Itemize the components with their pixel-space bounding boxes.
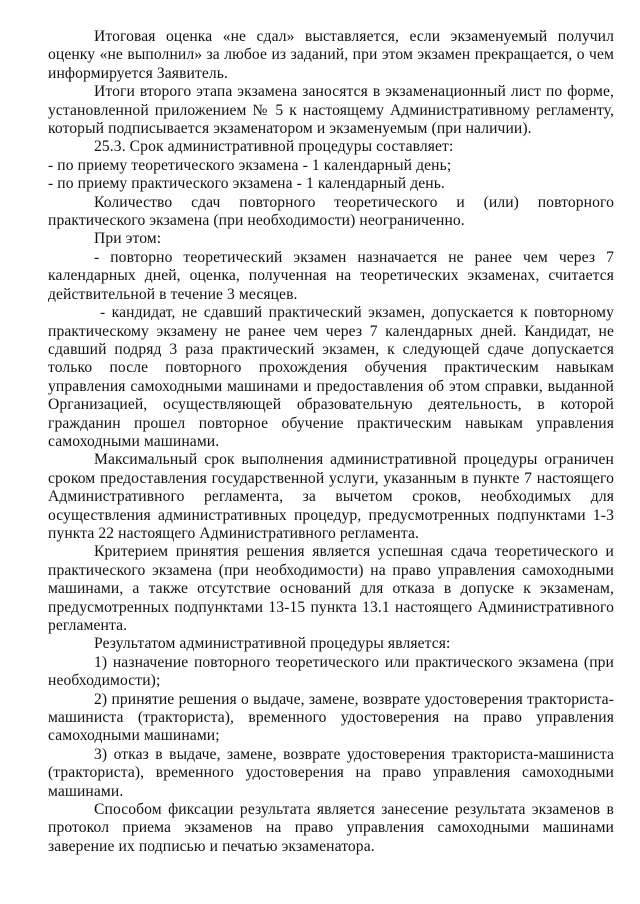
paragraph-theory-retake: - повторно теоретический экзамен назначается не ранее чем через 7 календарных дней, оценка, полученная на теоретических экзаменах, считается действительной в течение 3 месяцев. [48, 248, 614, 303]
paragraph-result-item-3: 3) отказ в выдаче, замене, возврате удостоверения тракториста-машиниста (тракториста), временного удостоверения на право управления самоходными машинами. [48, 745, 614, 800]
paragraph-practice-retake: - кандидат, не сдавший практический экзамен, допускается к повторному практическому экзамену не ранее чем через 7 календарных дней. Кандидат, не сдавший подряд 3 раза практический экзамен, к следующей сдаче допускается только после повторного прохождения обучения практическим навыкам управления самоходными машинами и предоставления об этом справки, выданной Организацией, осуществляющей образовательную деятельность, в которой гражданин прошел повторное обучение практическим навыкам управления самоходными машинами. [48, 304, 614, 450]
paragraph-result-item-1: 1) назначение повторного теоретического или практического экзамена (при необходимости); [48, 653, 614, 690]
paragraph-result-heading: Результатом административной процедуры является: [94, 635, 451, 653]
paragraph-final-grade: Итоговая оценка «не сдал» выставляется, если экзаменуемый получил оценку «не выполнил» за любое из заданий, при этом экзамен прекращается, о чем информируется Заявитель. [48, 28, 614, 82]
paragraph-practice-term: - по приему практического экзамена - 1 календарный день. [48, 175, 445, 193]
document-body [48, 28, 614, 856]
paragraph-procedure-term: 25.3. Срок административной процедуры составляет: [94, 138, 454, 156]
paragraph-retake-count: Количество сдач повторного теоретического и (или) повторного практического экзамена (при необходимости) неограниченно. [48, 193, 614, 230]
paragraph-max-term: Максимальный срок выполнения административной процедуры ограничен сроком предоставления государственной услуги, указанным в пункте 7 настоящего Административного регламента, за вычетом сроков, необходимых для осуществления административных процедур, предусмотренных подпунктами 1-3 пункта 22 настоящего Административного регламента. [48, 451, 614, 542]
paragraph-second-stage-results: Итоги второго этапа экзамена заносятся в экзаменационный лист по форме, установленной приложением № 5 к настоящему Административному регламенту, который подписывается экзаменатором и экзаменуемым (при наличии). [48, 83, 614, 138]
paragraph-result-item-2: 2) принятие решения о выдаче, замене, возврате удостоверения тракториста-машиниста (тракториста), временного удостоверения на право управления самоходными машинами; [48, 690, 614, 745]
paragraph-in-addition: При этом: [94, 230, 162, 248]
paragraph-result-recording: Способом фиксации результата является занесение результата экзаменов в протокол приема экзаменов на право управления самоходными машинами заверение их подписью и печатью экзаменатора. [48, 801, 614, 855]
paragraph-theory-term: - по приему теоретического экзамена - 1 календарный день; [48, 156, 452, 174]
paragraph-decision-criterion: Критерием принятия решения является успешная сдача теоретического и практического экзамена (при необходимости) на право управления самоходными машинами, а также отсутствие оснований для отказа в допуске к экзаменам, предусмотренных подпунктами 13-15 пункта 13.1 настоящего Административного регламента. [48, 543, 614, 634]
